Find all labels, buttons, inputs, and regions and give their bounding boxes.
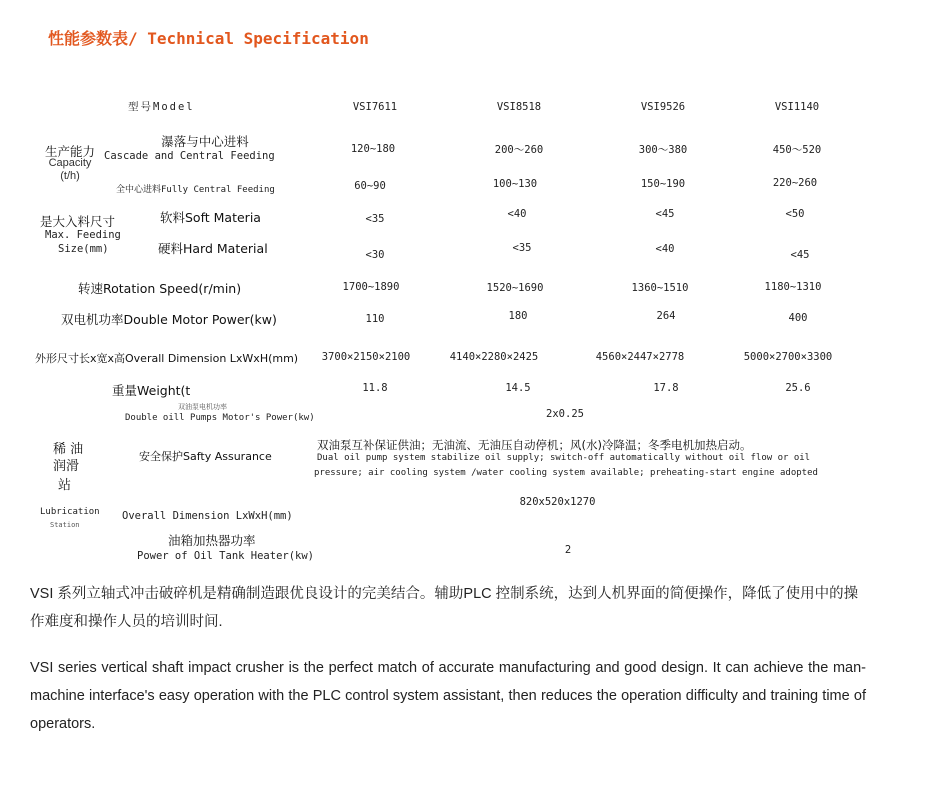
rotation-value: 1700~1890	[342, 281, 400, 293]
hard-material-value: <40	[655, 243, 675, 255]
safety-text-en-2: pressure; air cooling system /water cooling system available; preheating-start engine adopted	[314, 468, 818, 478]
lube-label-cn-1: 稀 油	[53, 442, 84, 457]
overall-dimension-value: 4140×2280×2425	[449, 351, 539, 363]
model-label: 型号Model	[128, 101, 195, 113]
feeding-label-cn: 是大入料尺寸	[40, 214, 116, 229]
full-feeding-value: 220~260	[772, 177, 818, 189]
overall-dimension-label: 外形尺寸长x宽x高Overall Dimension LxWxH(mm)	[35, 352, 299, 365]
safety-text-cn: 双油泵互补保证供油；无油流、无油压自动停机；风(水)冷降温；冬季电机加热启动。	[317, 438, 752, 452]
soft-material-value: <35	[365, 213, 385, 225]
rotation-label: 转速Rotation Speed(r/min)	[78, 281, 242, 296]
weight-value: 25.6	[785, 382, 811, 394]
safety-label: 安全保护Safty Assurance	[139, 450, 272, 463]
hard-material-value: <45	[790, 249, 810, 261]
motor-power-value: 180	[508, 310, 528, 322]
page-title: 性能参数表/ Technical Specification	[48, 29, 369, 48]
feeding-label-en: Max. Feeding	[45, 229, 121, 241]
weight-label: 重量Weight(t	[112, 383, 191, 398]
overall-dimension-value: 3700×2150×2100	[321, 351, 411, 363]
soft-material-label: 软料Soft Materia	[160, 210, 261, 225]
cascade-value: 200～260	[494, 144, 544, 156]
cascade-label-en: Cascade and Central Feeding	[104, 150, 275, 162]
pump-power-label-cn: 双油泵电机功率	[178, 403, 227, 411]
hard-material-label: 硬料Hard Material	[158, 241, 268, 256]
full-feeding-value: 60~90	[354, 180, 386, 192]
capacity-label-en: Capacity	[48, 157, 92, 169]
heater-value: 2	[564, 544, 572, 556]
weight-value: 17.8	[653, 382, 679, 394]
cascade-value: 300～380	[638, 144, 688, 156]
motor-power-value: 264	[656, 310, 676, 322]
model-value: VSI8518	[496, 101, 542, 113]
model-value: VSI1140	[774, 101, 820, 113]
cascade-value: 120~180	[350, 143, 396, 155]
soft-material-value: <45	[655, 208, 675, 220]
lube-dimension-value: 820x520x1270	[519, 496, 596, 508]
rotation-value: 1520~1690	[486, 282, 544, 294]
rotation-value: 1180~1310	[764, 281, 822, 293]
safety-text-en-1: Dual oil pump system stabilize oil supply; switch-off automatically without oil flow or oil	[317, 453, 811, 463]
feeding-unit: Size(mm)	[58, 243, 109, 255]
rotation-value: 1360~1510	[631, 282, 689, 294]
lube-label-en-sub: Station	[50, 521, 80, 529]
pump-power-label-en: Double oill Pumps Motor's Power(kw)	[125, 413, 315, 423]
overall-dimension-value: 5000×2700×3300	[743, 351, 833, 363]
motor-power-label: 双电机功率Double Motor Power(kw)	[61, 312, 277, 327]
lube-label-cn-2: 润滑	[53, 459, 80, 474]
overall-dimension-value: 4560×2447×2778	[595, 351, 685, 363]
heater-label-cn: 油箱加热器功率	[168, 533, 256, 548]
motor-power-value: 400	[788, 312, 808, 324]
pump-power-value: 2x0.25	[546, 408, 584, 420]
heater-label-en: Power of Oil Tank Heater(kw)	[137, 550, 315, 562]
full-feeding-value: 150~190	[640, 178, 686, 190]
model-value: VSI7611	[352, 101, 398, 113]
soft-material-value: <50	[785, 208, 805, 220]
full-feeding-label: 全中心进料Fully Central Feeding	[116, 185, 275, 195]
soft-material-value: <40	[507, 208, 527, 220]
lube-dimension-label: Overall Dimension LxWxH(mm)	[122, 510, 293, 522]
description-en: VSI series vertical shaft impact crusher is the perfect match of accurate manufacturing and good design. It can achieve the man-machine interface's easy operation with the PLC control system assistant, then reduces the operation difficulty and training time of operators.	[30, 660, 866, 732]
lube-label-cn-3: 站	[58, 478, 72, 493]
full-feeding-value: 100~130	[492, 178, 538, 190]
description-cn: VSI 系列立轴式冲击破碎机是精确制造跟优良设计的完美结合。辅助PLC 控制系统，达到人机界面的简便操作，降低了使用中的操作难度和操作人员的培训时间.	[30, 586, 859, 630]
lube-label-en: Lubrication	[40, 507, 100, 517]
motor-power-value: 110	[365, 313, 385, 325]
cascade-label-cn: 瀑落与中心进料	[161, 134, 249, 149]
capacity-label-cn: 生产能力	[44, 144, 95, 159]
weight-value: 14.5	[505, 382, 531, 394]
hard-material-value: <35	[512, 242, 532, 254]
capacity-unit: (t/h)	[60, 170, 80, 182]
cascade-value: 450～520	[772, 144, 822, 156]
model-value: VSI9526	[640, 101, 686, 113]
weight-value: 11.8	[362, 382, 388, 394]
hard-material-value: <30	[365, 249, 385, 261]
